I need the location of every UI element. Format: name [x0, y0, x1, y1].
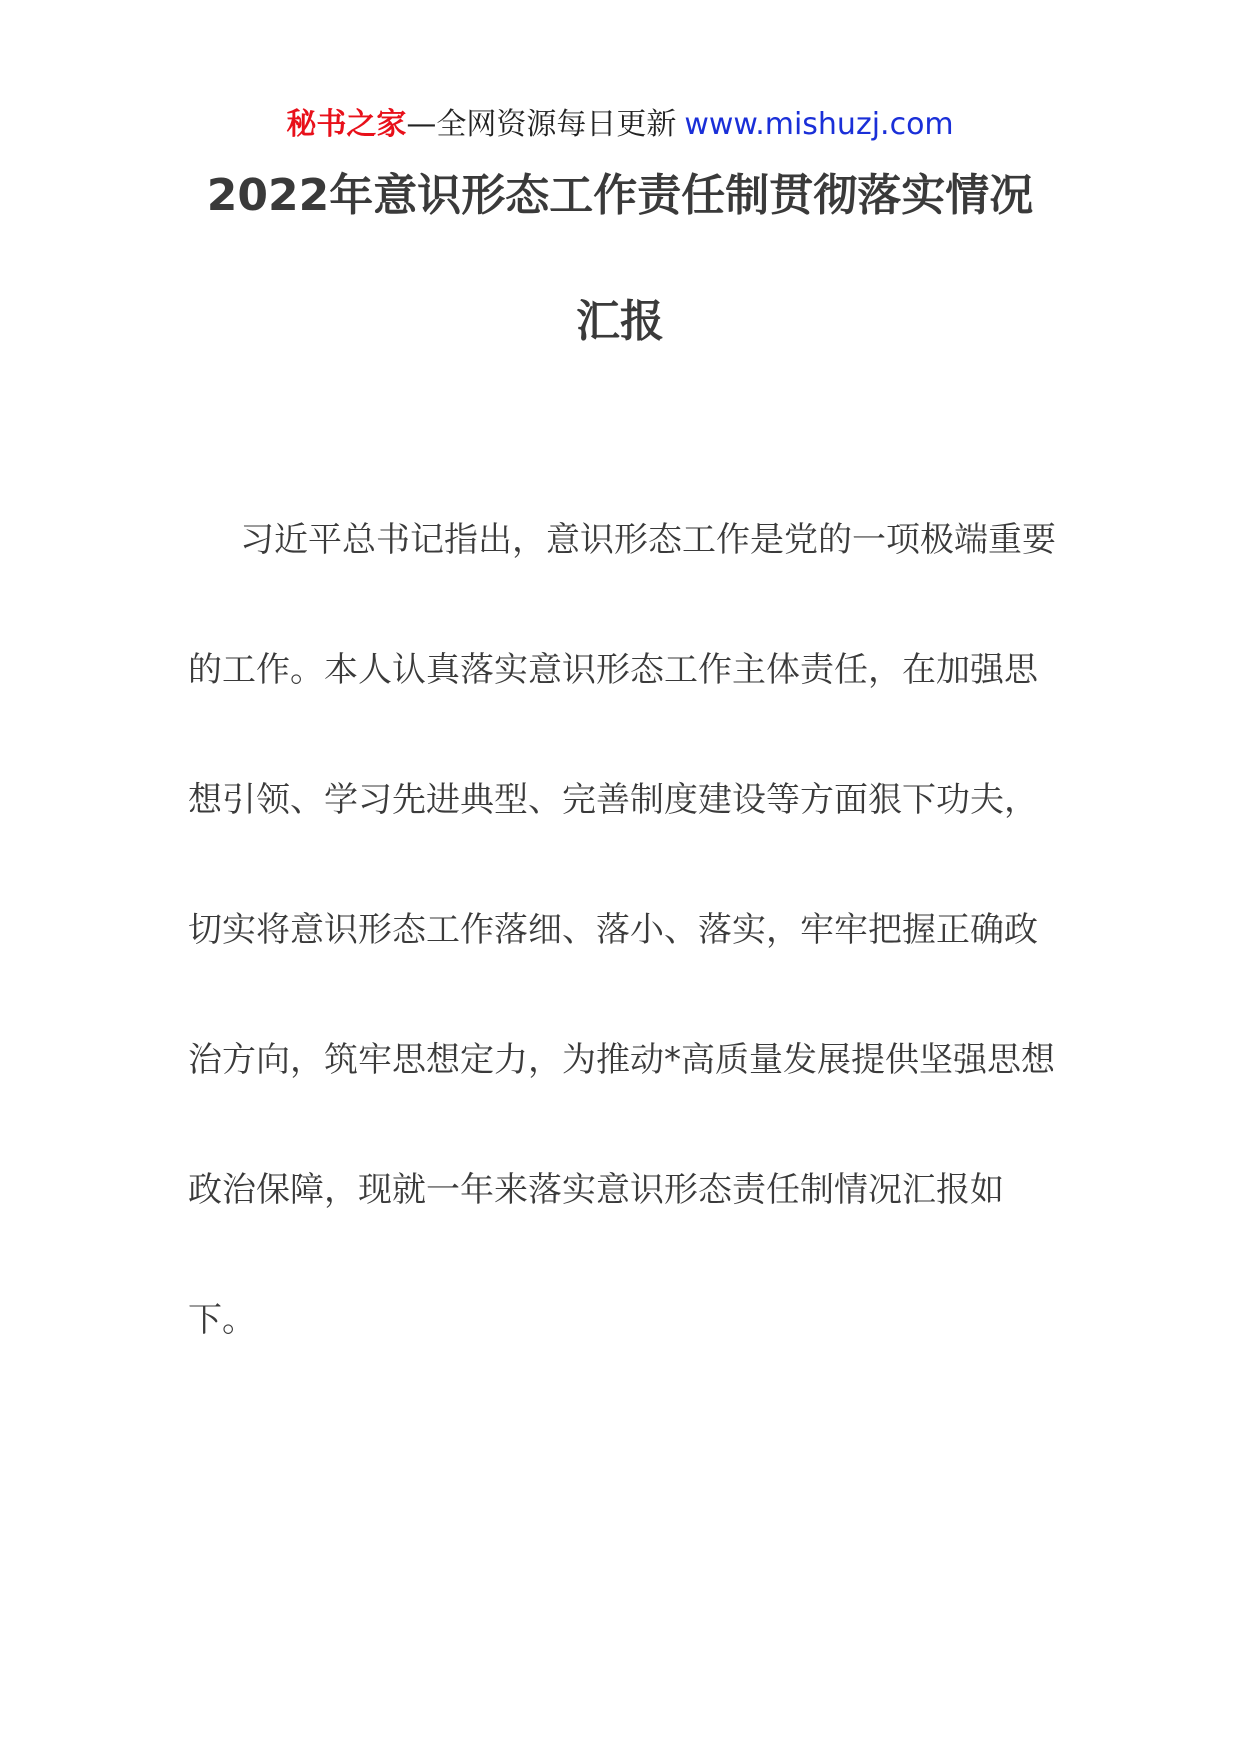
paragraph-line: 的工作。本人认真落实意识形态工作主体责任，在加强思: [188, 650, 1038, 690]
site-url-link[interactable]: www.mishuzj.com: [684, 107, 954, 142]
site-brand: 秘书之家: [286, 107, 407, 142]
paragraph-line: 想引领、学习先进典型、完善制度建设等方面狠下功夫，: [188, 780, 1038, 820]
site-header: [0, 98, 1240, 152]
paragraph-line: 习近平总书记指出，意识形态工作是党的一项极端重要: [240, 520, 1056, 560]
paragraph-line: 政治保障，现就一年来落实意识形态责任制情况汇报如: [188, 1170, 1004, 1210]
document-title-line-1: 2022年意识形态工作责任制贯彻落实情况: [206, 170, 1034, 221]
paragraph-line: 切实将意识形态工作落细、落小、落实，牢牢把握正确政: [188, 910, 1038, 950]
document-title-line-2: 汇报: [576, 296, 664, 347]
paragraph-line: 治方向，筑牢思想定力，为推动*高质量发展提供坚强思想: [188, 1040, 1055, 1080]
document-title: [160, 160, 1080, 358]
site-tagline: —全网资源每日更新: [406, 107, 677, 142]
paragraph-line: 下。: [188, 1300, 256, 1340]
document-paragraph: [188, 510, 1060, 1420]
